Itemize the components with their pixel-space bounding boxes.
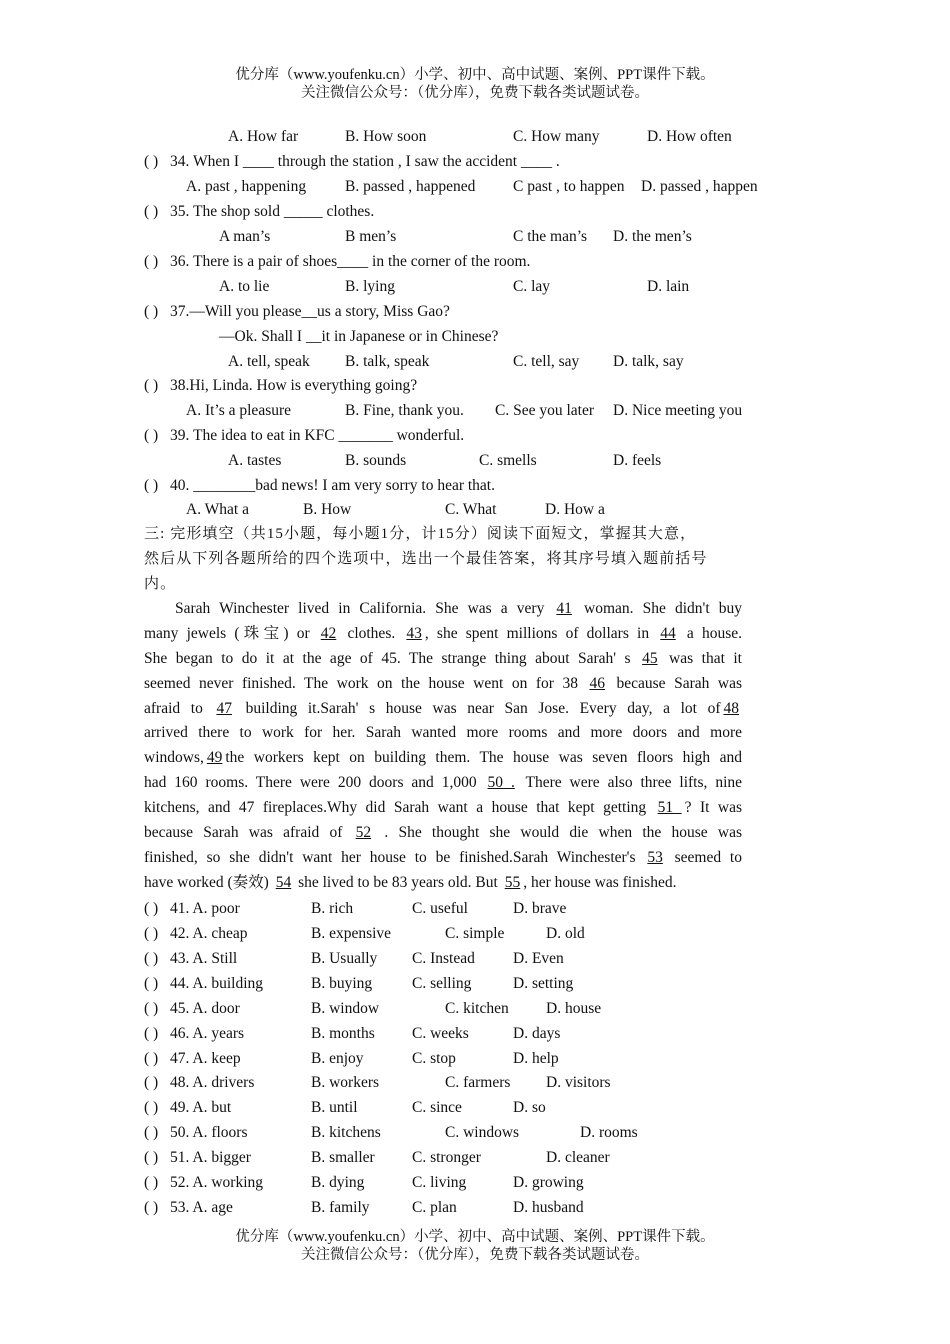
option-c: C. windows [445,1124,520,1141]
q34-option-b: B. passed , happened [345,178,476,195]
passage-line: afraid to 47 building it.Sarah' s house was near San Jose. Every day, a lot of 48 [144,697,742,722]
q40-option-a: A. What a [186,501,249,518]
option-a: 50. A. floors [170,1124,248,1141]
option-b: B. family [311,1199,370,1216]
q39-option-c: C. smells [479,452,537,469]
q38-option-b: B. Fine, thank you. [345,402,464,419]
option-b: B. expensive [311,925,392,942]
option-a: 48. A. drivers [170,1074,255,1091]
q36-option-c: C. lay [513,278,551,295]
option-a: 43. A. Still [170,950,238,967]
header-line-2: 关注微信公众号：（优分库），免费下载各类试题试卷。 [301,85,649,101]
blank-54: 54 [275,873,292,891]
blank-45: 45 [642,649,658,667]
option-b: B. buying [311,975,373,992]
option-b: B. window [311,1000,380,1017]
answer-paren: ( ) [144,253,159,270]
q37-text: 37.—Will you please__us a story, Miss Gao? [170,303,450,320]
passage-line: had 160 rooms. There were 200 doors and 1,000 50 . There were also three lifts, nine [144,774,743,792]
passage-line: Sarah Winchester lived in California. She was a very 41 woman. She didn't buy [175,600,742,617]
q35-option-c: C the man’s [513,228,588,245]
page-footer [0,1228,950,1264]
q34-option-c: C past , to happen [513,178,625,195]
option-c: C. since [412,1099,462,1116]
option-c: C. simple [445,925,505,942]
header-line-1: 优分库（www.youfenku.cn）小学、初中、高中试题、案例、PPT课件下载。 [235,67,715,83]
blank-53: 53 [647,848,663,866]
section-3-instructions [144,522,754,597]
option-d: D. rooms [580,1124,638,1141]
q37-option-a: A. tell, speak [228,353,310,370]
answer-paren: ( ) [144,427,159,444]
option-b: B. rich [311,900,354,917]
blank-48: 48 [723,699,739,717]
blank-43: 43 [406,624,422,642]
answer-paren: ( ) [144,975,159,992]
answer-paren: ( ) [144,477,159,494]
option-c: C. kitchen [445,1000,509,1017]
option-d: D. so [513,1099,546,1116]
q40-option-c: C. What [445,501,497,518]
section-3-line-1: 三: 完形填空（共15小题，每小题1分，计15分）阅读下面短文，掌握其大意， [144,526,697,542]
option-a: 53. A. age [170,1199,233,1216]
option-d: D. growing [513,1174,584,1191]
option-b: B. workers [311,1074,380,1091]
option-c: C. selling [412,975,472,992]
answer-paren: ( ) [144,377,159,394]
option-d: D. old [546,925,585,942]
option-a: 52. A. working [170,1174,263,1191]
q39-text: 39. The idea to eat in KFC _______ wonderful. [170,427,465,444]
q35-option-d: D. the men’s [613,228,692,245]
option-b: B. dying [311,1174,365,1191]
option-b: B. smaller [311,1149,375,1166]
passage-line: She began to do it at the age of 45. The strange thing about Sarah' s 45 was that it [144,649,742,667]
q33-option-d: D. How often [647,128,732,145]
q37-option-b: B. talk, speak [345,353,430,370]
option-d: D. days [513,1025,561,1042]
passage-line: windows, 49 the workers kept on building them. The house was seven floors high and [144,749,742,767]
answer-paren: ( ) [144,1050,159,1067]
answer-paren: ( ) [144,1000,159,1017]
q36-option-b: B. lying [345,278,395,295]
passage-line: finished, so she didn't want her house to be finished.Sarah Winchester's 53 seemed to [144,848,742,866]
page-header [0,66,950,102]
passage-line: have worked (奏效) 54 she lived to be 83 years old. But 55 , her house was finished. [144,873,677,891]
option-a: 42. A. cheap [170,925,248,942]
answer-paren: ( ) [144,153,159,170]
option-a: 47. A. keep [170,1050,241,1067]
option-b: B. kitchens [311,1124,381,1141]
answer-paren: ( ) [144,1099,159,1116]
option-a: 44. A. building [170,975,264,992]
option-b: B. Usually [311,950,378,967]
passage-line: seemed never finished. The work on the house went on for 38 46 because Sarah was [144,674,743,692]
option-a: 51. A. bigger [170,1149,251,1166]
option-a: 46. A. years [170,1025,245,1042]
option-a: 41. A. poor [170,900,240,917]
blank-41: 41 [556,600,572,617]
answer-paren: ( ) [144,1199,159,1216]
q34-option-a: A. past , happening [186,178,307,195]
option-d: D. visitors [546,1074,611,1091]
q38-option-c: C. See you later [495,402,595,419]
option-c: C. Instead [412,950,475,967]
option-c: C. stronger [412,1149,481,1166]
answer-paren: ( ) [144,303,159,320]
option-c: C. stop [412,1050,456,1067]
q39-option-a: A. tastes [228,452,282,469]
option-d: D. husband [513,1199,584,1216]
option-c: C. farmers [445,1074,511,1091]
q35-option-b: B men’s [345,228,397,245]
option-d: D. brave [513,900,567,917]
passage-line: many jewels (珠宝) or 42 clothes. 43 , she spent millions of dollars in 44 a house. [144,624,742,642]
answer-paren: ( ) [144,1124,159,1141]
option-d: D. cleaner [546,1149,610,1166]
option-d: D. Even [513,950,564,967]
answer-paren: ( ) [144,203,159,220]
q34-text: 34. When I ____ through the station , I saw the accident ____ . [170,153,560,170]
option-c: C. plan [412,1199,457,1216]
q36-text: 36. There is a pair of shoes____ in the corner of the room. [170,253,531,270]
passage-line: because Sarah was afraid of 52 . She thought she would die when the house was [144,824,742,842]
footer-line-2: 关注微信公众号：（优分库），免费下载各类试题试卷。 [301,1247,649,1263]
q39-option-b: B. sounds [345,452,407,469]
option-a: 45. A. door [170,1000,240,1017]
q37-option-d: D. talk, say [613,353,684,370]
blank-47: 47 [216,699,232,717]
option-c: C. weeks [412,1025,469,1042]
section-3-line-2: 然后从下列各题所给的四个选项中，选出一个最佳答案，将其序号填入题前括号 [144,551,708,567]
answer-paren: ( ) [144,1025,159,1042]
passage-line: kitchens, and 47 fireplaces.Why did Sarah want a house that kept getting 51 ? It was [144,799,742,817]
answer-paren: ( ) [144,925,159,942]
cloze-passage [144,597,742,896]
option-a: 49. A. but [170,1099,232,1116]
q40-text: 40. ________bad news! I am very sorry to hear that. [170,477,495,494]
option-d: D. help [513,1050,559,1067]
q40-option-b: B. How [303,501,352,518]
q33-option-a: A. How far [228,128,299,145]
option-b: B. enjoy [311,1050,364,1067]
q36-option-a: A. to lie [219,278,270,295]
q40-option-d: D. How a [545,501,605,518]
option-b: B. months [311,1025,375,1042]
q38-text: 38.Hi, Linda. How is everything going? [170,377,418,394]
q33-option-c: C. How many [513,128,600,145]
q35-option-a: A man’s [219,228,271,245]
q36-option-d: D. lain [647,278,690,295]
q38-option-a: A. It’s a pleasure [186,402,292,419]
footer-line-1: 优分库（www.youfenku.cn）小学、初中、高中试题、案例、PPT课件下载。 [235,1229,715,1245]
q35-text: 35. The shop sold _____ clothes. [170,203,375,220]
option-c: C. living [412,1174,467,1191]
blank-55: 55 [504,873,521,891]
option-d: D. setting [513,975,574,992]
blank-50: 50 . [487,774,515,792]
answer-paren: ( ) [144,950,159,967]
answer-paren: ( ) [144,1074,159,1091]
option-d: D. house [546,1000,602,1017]
answer-paren: ( ) [144,1174,159,1191]
option-b: B. until [311,1099,358,1116]
blank-44: 44 [660,624,676,642]
q38-option-d: D. Nice meeting you [613,402,743,419]
blank-52: 52 [355,824,372,842]
blank-42: 42 [320,624,337,642]
blank-46: 46 [589,674,605,692]
blank-49: 49 [206,749,223,767]
section-3-line-3: 内。 [144,576,177,592]
q33-option-b: B. How soon [345,128,427,145]
option-c: C. useful [412,900,468,917]
blank-51: 51 [657,799,682,817]
q37-text-2: —Ok. Shall I __it in Japanese or in Chinese? [219,328,499,345]
answer-paren: ( ) [144,1149,159,1166]
q39-option-d: D. feels [613,452,662,469]
answer-paren: ( ) [144,900,159,917]
passage-line: arrived there to work for her. Sarah wanted more rooms and more doors and more [144,724,742,742]
q34-option-d: D. passed , happen [641,178,758,195]
q37-option-c: C. tell, say [513,353,580,370]
